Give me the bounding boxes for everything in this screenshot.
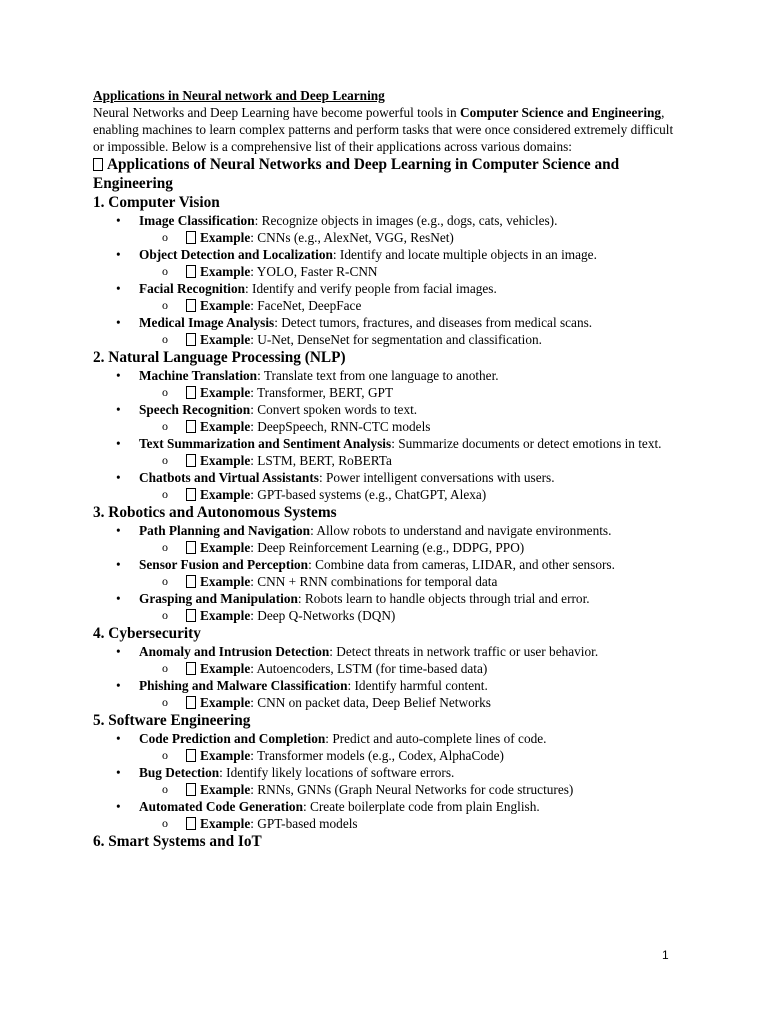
item-term: Machine Translation (139, 368, 258, 383)
list-item (93, 280, 683, 314)
example-list (139, 418, 683, 435)
section-title: 1. Computer Vision (93, 194, 220, 211)
section-title: 2. Natural Language Processing (NLP) (93, 349, 346, 366)
example-list (139, 747, 683, 764)
item-term: Code Prediction and Completion (139, 731, 326, 746)
item-term: Anomaly and Intrusion Detection (139, 644, 330, 659)
list-item (93, 590, 683, 624)
page-number: 1 (662, 948, 669, 962)
example-item (93, 539, 683, 556)
example-item (93, 297, 683, 314)
example-text: : GPT-based models (250, 816, 358, 831)
intro-paragraph (93, 104, 683, 155)
item-description: : Power intelligent conversations with users. (318, 470, 555, 485)
main-title (93, 155, 683, 193)
missing-glyph-icon (186, 386, 196, 399)
example-label: Example (200, 332, 251, 347)
item-description: : Identify harmful content. (347, 678, 488, 693)
item-term: Automated Code Generation (139, 799, 303, 814)
list-item (93, 677, 683, 711)
item-term: Object Detection and Localization (139, 247, 333, 262)
main-title-text: Applications of Neural Networks and Deep Learning in Computer Science and Engineering (93, 156, 620, 192)
example-item (93, 660, 683, 677)
example-label: Example (200, 608, 251, 623)
item-term: Medical Image Analysis (139, 315, 275, 330)
item-term: Bug Detection (139, 765, 220, 780)
example-label: Example (200, 661, 251, 676)
example-label: Example (200, 453, 251, 468)
example-label: Example (200, 816, 251, 831)
document-heading: Applications in Neural network and Deep Learning (93, 88, 385, 103)
item-term: Sensor Fusion and Perception (139, 557, 309, 572)
section-title: 3. Robotics and Autonomous Systems (93, 504, 337, 521)
item-description: : Allow robots to understand and navigate environments. (310, 523, 612, 538)
example-text: : DeepSpeech, RNN-CTC models (250, 419, 431, 434)
example-text: : U-Net, DenseNet for segmentation and classification. (250, 332, 542, 347)
item-term: Speech Recognition (139, 402, 251, 417)
section-item-list (93, 522, 683, 624)
section-item-list (93, 643, 683, 711)
list-item (93, 246, 683, 280)
missing-glyph-icon (186, 662, 196, 675)
example-item (93, 229, 683, 246)
item-description: : Detect tumors, fractures, and diseases from medical scans. (274, 315, 593, 330)
example-item (93, 747, 683, 764)
missing-glyph-icon (93, 158, 103, 171)
example-item (93, 452, 683, 469)
section-title: 6. Smart Systems and IoT (93, 833, 262, 850)
item-description: : Identify and locate multiple objects in an image. (332, 247, 597, 262)
list-item (93, 435, 683, 469)
intro-text-1: Neural Networks and Deep Learning have become powerful tools in (93, 105, 461, 120)
missing-glyph-icon (186, 420, 196, 433)
example-list (139, 694, 683, 711)
example-text: : CNNs (e.g., AlexNet, VGG, ResNet) (250, 230, 454, 245)
list-item (93, 798, 683, 832)
list-item (93, 643, 683, 677)
missing-glyph-icon (186, 575, 196, 588)
item-description: : Convert spoken words to text. (250, 402, 418, 417)
item-description: : Detect threats in network traffic or user behavior. (329, 644, 599, 659)
example-text: : CNN + RNN combinations for temporal data (250, 574, 498, 589)
sections-container (93, 193, 683, 851)
missing-glyph-icon (186, 817, 196, 830)
intro-text-2: , enabling machines to learn complex patterns and perform tasks that were once considered extremely difficult or impossible. Below is a comprehensive list of their applications across various domains: (93, 105, 674, 154)
missing-glyph-icon (186, 333, 196, 346)
missing-glyph-icon (186, 696, 196, 709)
example-label: Example (200, 540, 251, 555)
example-list (139, 331, 683, 348)
example-label: Example (200, 230, 251, 245)
example-label: Example (200, 574, 251, 589)
example-item (93, 263, 683, 280)
list-item (93, 730, 683, 764)
item-term: Chatbots and Virtual Assistants (139, 470, 319, 485)
example-text: : RNNs, GNNs (Graph Neural Networks for code structures) (250, 782, 574, 797)
list-item (93, 522, 683, 556)
example-label: Example (200, 695, 251, 710)
section-title: 5. Software Engineering (93, 712, 251, 729)
missing-glyph-icon (186, 231, 196, 244)
item-description: : Combine data from cameras, LIDAR, and other sensors. (308, 557, 615, 572)
example-label: Example (200, 298, 251, 313)
example-list (139, 573, 683, 590)
example-item (93, 418, 683, 435)
example-list (139, 297, 683, 314)
item-term: Image Classification (139, 213, 255, 228)
item-term: Phishing and Malware Classification (139, 678, 348, 693)
example-item (93, 573, 683, 590)
example-list (139, 486, 683, 503)
list-item (93, 212, 683, 246)
missing-glyph-icon (186, 783, 196, 796)
section-item-list (93, 367, 683, 503)
example-text: : Deep Reinforcement Learning (e.g., DDPG, PPO) (250, 540, 525, 555)
example-list (139, 263, 683, 280)
missing-glyph-icon (186, 488, 196, 501)
example-label: Example (200, 782, 251, 797)
example-item (93, 781, 683, 798)
example-label: Example (200, 748, 251, 763)
example-label: Example (200, 419, 251, 434)
example-text: : LSTM, BERT, RoBERTa (250, 453, 392, 468)
example-list (139, 452, 683, 469)
example-item (93, 815, 683, 832)
example-text: : Transformer models (e.g., Codex, AlphaCode) (250, 748, 504, 763)
missing-glyph-icon (186, 299, 196, 312)
section-title: 4. Cybersecurity (93, 625, 201, 642)
missing-glyph-icon (186, 749, 196, 762)
example-label: Example (200, 385, 251, 400)
example-text: : YOLO, Faster R-CNN (250, 264, 378, 279)
example-text: : CNN on packet data, Deep Belief Networks (250, 695, 491, 710)
example-item (93, 607, 683, 624)
section-item-list (93, 212, 683, 348)
example-text: : Deep Q-Networks (DQN) (250, 608, 396, 623)
list-item (93, 367, 683, 401)
example-list (139, 229, 683, 246)
item-term: Facial Recognition (139, 281, 245, 296)
missing-glyph-icon (186, 265, 196, 278)
example-list (139, 607, 683, 624)
document-page (93, 87, 683, 851)
list-item (93, 314, 683, 348)
example-text: : FaceNet, DeepFace (250, 298, 362, 313)
example-text: : Transformer, BERT, GPT (250, 385, 394, 400)
intro-bold: Computer Science and Engineering (460, 105, 662, 120)
item-description: : Create boilerplate code from plain English. (302, 799, 540, 814)
example-list (139, 781, 683, 798)
example-list (139, 384, 683, 401)
item-term: Text Summarization and Sentiment Analysis (139, 436, 392, 451)
list-item (93, 469, 683, 503)
list-item (93, 764, 683, 798)
missing-glyph-icon (186, 609, 196, 622)
example-text: : Autoencoders, LSTM (for time-based data) (250, 661, 488, 676)
item-description: : Summarize documents or detect emotions in text. (391, 436, 662, 451)
list-item (93, 556, 683, 590)
example-label: Example (200, 264, 251, 279)
item-description: : Robots learn to handle objects through trial and error. (297, 591, 590, 606)
example-list (139, 660, 683, 677)
example-item (93, 331, 683, 348)
list-item (93, 401, 683, 435)
item-description: : Recognize objects in images (e.g., dogs, cats, vehicles). (254, 213, 558, 228)
item-term: Grasping and Manipulation (139, 591, 298, 606)
item-description: : Translate text from one language to another. (257, 368, 499, 383)
item-description: : Predict and auto-complete lines of code. (325, 731, 547, 746)
item-description: : Identify likely locations of software errors. (219, 765, 455, 780)
example-text: : GPT-based systems (e.g., ChatGPT, Alexa) (250, 487, 487, 502)
example-list (139, 815, 683, 832)
example-item (93, 694, 683, 711)
example-list (139, 539, 683, 556)
item-description: : Identify and verify people from facial images. (245, 281, 497, 296)
missing-glyph-icon (186, 454, 196, 467)
example-item (93, 384, 683, 401)
example-item (93, 486, 683, 503)
example-label: Example (200, 487, 251, 502)
item-term: Path Planning and Navigation (139, 523, 311, 538)
section-item-list (93, 730, 683, 832)
missing-glyph-icon (186, 541, 196, 554)
